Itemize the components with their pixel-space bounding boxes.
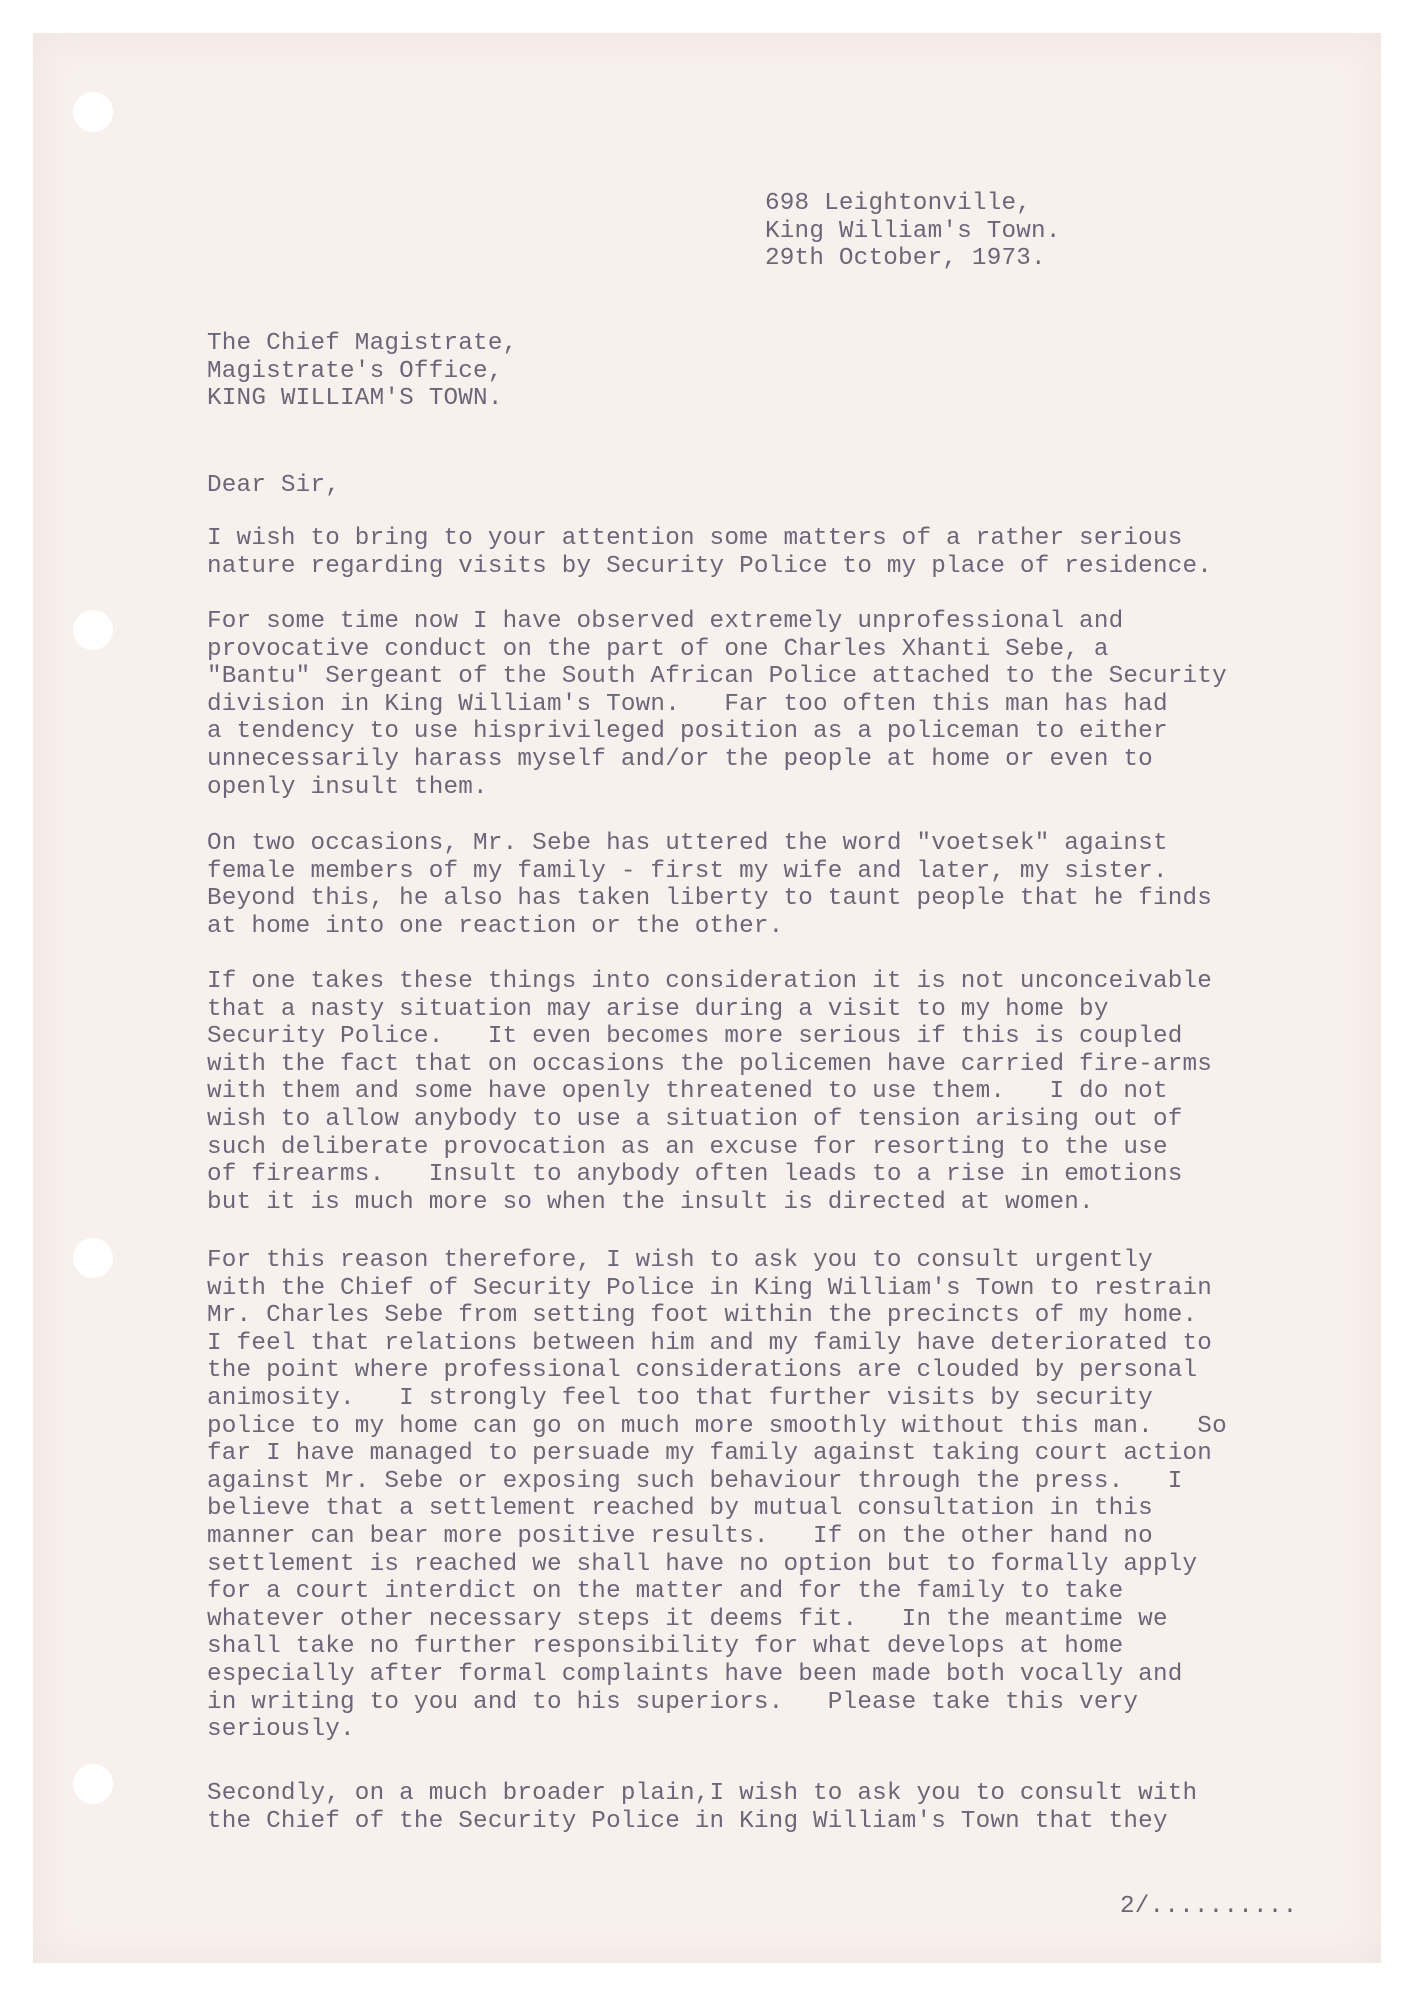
body-paragraph: For this reason therefore, I wish to ask you to consult urgently with the Chief of Security Police in King William's Town to restrain Mr. Charles Sebe from setting foot within the precincts of my home. I feel that relations between him and my family have deteriorated to the point where professional considerations are clouded by personal animosity. I strongly feel too that further visits by security police to my home can go on much more smoothly without this man. So far I have managed to persuade my family against taking court action against Mr. Sebe or exposing such behaviour through the press. I believe that a settlement reached by mutual consultation in this manner can bear more positive results. If on the other hand no settlement is reached we shall have no option but to formally apply for a court interdict on the matter and for the family to take whatever other necessary steps it deems fit. In the meantime we shall take no further responsibility for what develops at home especially after formal complaints have been made both vocally and in writing to you and to his superiors. Please take this very seriously. — [207, 1247, 1227, 1744]
salutation: Dear Sir, — [207, 472, 341, 499]
address-line: King William's Town. — [765, 217, 1061, 245]
letter-date: 29th October, 1973. — [765, 245, 1046, 273]
recipient-address — [207, 330, 517, 413]
body-paragraph: I wish to bring to your attention some matters of a rather serious nature regarding visits by Security Police to my place of residence. — [207, 525, 1213, 580]
page-continuation-marker: 2/.......... — [1120, 1893, 1298, 1920]
punch-hole — [73, 610, 113, 650]
body-paragraph: If one takes these things into consideration it is not unconceivable that a nasty situation may arise during a visit to my home by Security Police. It even becomes more serious if this is coupled with the fact that on occasions the policemen have carried fire-arms with them and some have openly threatened to use them. I do not wish to allow anybody to use a situation of tension arising out of such deliberate provocation as an excuse for resorting to the use of firearms. Insult to anybody often leads to a rise in emotions but it is much more so when the insult is directed at women. — [207, 968, 1213, 1216]
address-line: 698 Leightonville, — [765, 190, 1032, 217]
punch-hole — [73, 92, 113, 132]
recipient-line: The Chief Magistrate, — [207, 330, 518, 357]
recipient-line: KING WILLIAM'S TOWN. — [207, 385, 503, 413]
body-paragraph: For some time now I have observed extremely unprofessional and provocative conduct on the part of one Charles Xhanti Sebe, a "Bantu" Sergeant of the South African Police attached to the Security division in King William's Town. Far too often this man has had a tendency to use hisprivileged position as a policeman to either unnecessarily harass myself and/or the people at home or even to openly insult them. — [207, 608, 1227, 801]
recipient-line: Magistrate's Office, — [207, 357, 503, 385]
body-paragraph: On two occasions, Mr. Sebe has uttered the word "voetsek" against female members of my family - first my wife and later, my sister. Beyond this, he also has taken liberty to taunt people that he finds at home into one reaction or the other. — [207, 830, 1213, 940]
body-paragraph: Secondly, on a much broader plain,I wish to ask you to consult with the Chief of the Security Police in King William's Town that they — [207, 1780, 1198, 1835]
sender-address — [765, 190, 1061, 273]
punch-hole — [73, 1764, 113, 1804]
punch-hole — [73, 1238, 113, 1278]
